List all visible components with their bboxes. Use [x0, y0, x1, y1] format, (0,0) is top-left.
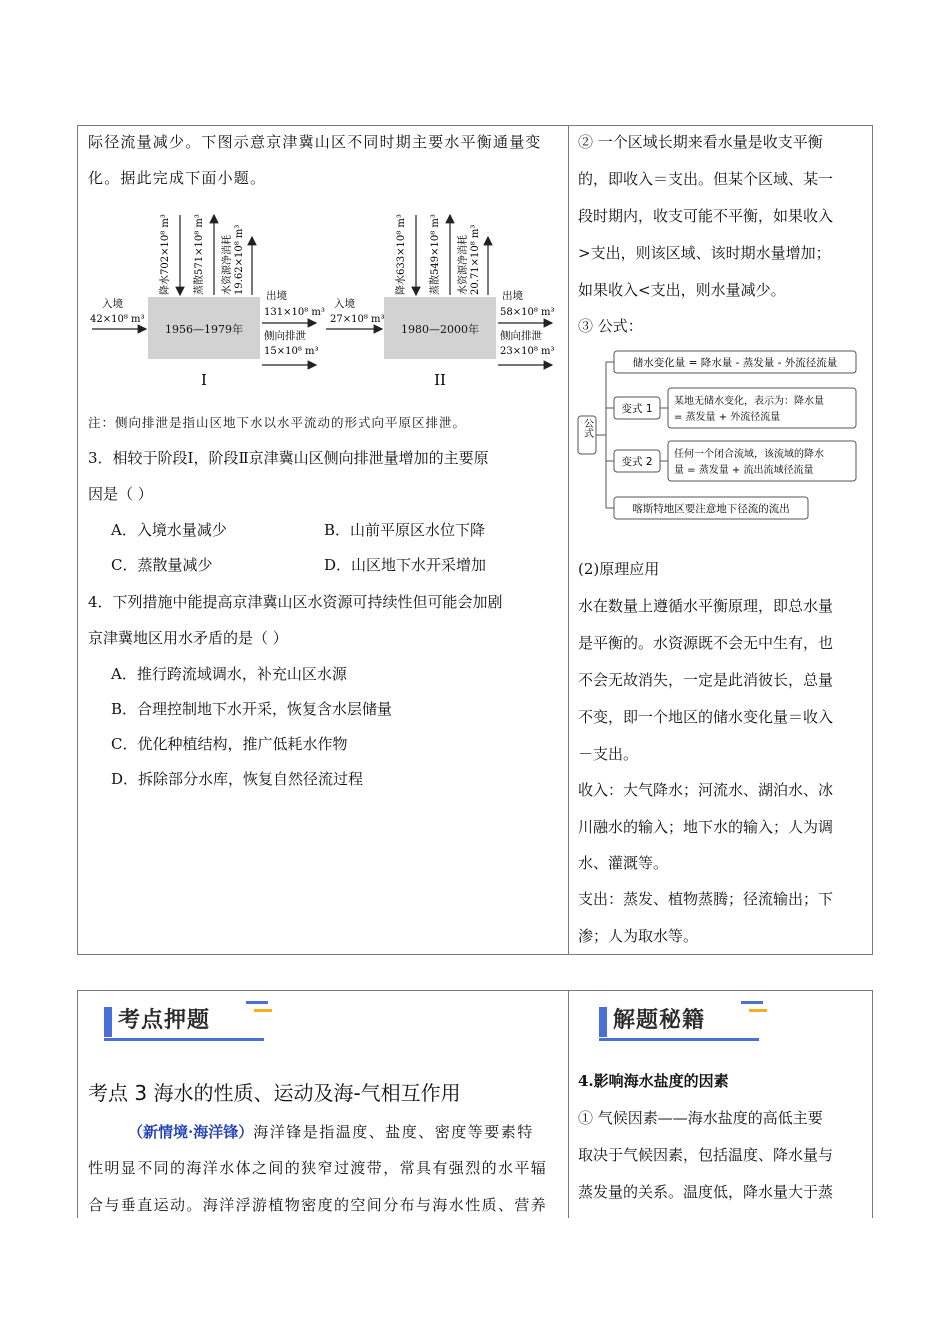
stage1-box-label: 1956—1979年 — [165, 323, 243, 336]
stage2-numeral: II — [434, 371, 446, 389]
principle-line-9: 支出：蒸发、植物蒸腾；径流输出；下 — [578, 890, 834, 908]
stage1-outflow-label: 出境 — [266, 290, 287, 302]
mijie-header-text: 解题秘籍 — [613, 1008, 706, 1033]
stage2-precip: 降水633×10⁸ m³ — [396, 214, 407, 295]
variant1-line-2: = 蒸发量 + 外流径流量 — [674, 412, 781, 423]
variant2-label: 变式 2 — [621, 456, 653, 468]
q3-line-2: 因是（ ） — [88, 485, 153, 503]
context-tag: （新情境·海洋锋） — [128, 1123, 254, 1141]
header-accent-yellow — [749, 1009, 767, 1012]
q3-option-d[interactable]: D．山区地下水开采增加 — [324, 556, 487, 574]
stage1-inflow-label: 入境 — [102, 298, 123, 310]
q3-line-1: 3．相较于阶段Ⅰ，阶段Ⅱ京津冀山区侧向排泄量增加的主要原 — [88, 449, 489, 467]
header-accent-blue — [741, 1001, 763, 1004]
section-title: 考点 3 海水的性质、运动及海-气相互作用 — [88, 1081, 461, 1105]
stage2-inflow-label: 入境 — [334, 298, 355, 310]
header-accent-blue — [246, 1001, 268, 1004]
header-bar — [599, 1007, 607, 1037]
context-line-1: 海洋锋是指温度、盐度、密度等要素特 — [253, 1123, 534, 1141]
top-left-cell — [78, 126, 569, 954]
stage1-lateral-label: 侧向排泄 — [264, 330, 306, 342]
header-bar — [104, 1007, 112, 1037]
formula-root: 公式 — [581, 418, 593, 438]
kaodian-header-text: 考点押题 — [118, 1008, 211, 1033]
salinity-title: 4.影响海水盐度的因素 — [578, 1072, 729, 1090]
stage2-inflow-value: 27×10⁸ m³ — [330, 314, 385, 325]
salinity-line-3: 蒸发量的关系。温度低，降水量大于蒸 — [578, 1183, 834, 1201]
bottom-table — [77, 990, 873, 1218]
stage2-consume-2: 20.71×10⁸ m³ — [470, 224, 481, 295]
stage2-outflow-value: 58×10⁸ m³ — [500, 307, 555, 318]
q4-line-1: 4．下列措施中能提高京津冀山区水资源可持续性但可能会加剧 — [88, 593, 503, 611]
diagram-note: 注：侧向排泄是指山区地下水以水平流动的形式向平原区排泄。 — [88, 415, 467, 430]
stage1-consume-1: 水资源净消耗 — [222, 235, 233, 295]
stage2-lateral-value: 23×10⁸ m³ — [500, 346, 555, 357]
context-line-2: 性明显不同的海洋水体之间的狭窄过渡带，常具有强烈的水平辐 — [88, 1159, 548, 1177]
right-line-6: ③ 公式： — [578, 317, 643, 335]
top-table — [77, 125, 873, 955]
right-line-2: 的，即收入＝支出。但某个区域、某一 — [578, 170, 834, 188]
stage2-outflow-label: 出境 — [502, 290, 523, 302]
mijie-header — [599, 1001, 769, 1041]
stage1-outflow-value: 131×10⁸ m³ — [264, 307, 325, 318]
principle-line-2: 是平衡的。水资源既不会无中生有，也 — [578, 634, 834, 652]
water-balance-diagram — [88, 211, 558, 391]
intro-line-1: 际径流量减少。下图示意京津冀山区不同时期主要水平衡通量变 — [88, 133, 542, 151]
kaodian-header — [104, 1001, 274, 1041]
q4-option-b[interactable]: B．合理控制地下水开采，恢复含水层储量 — [111, 700, 393, 718]
q3-option-b[interactable]: B．山前平原区水位下降 — [324, 521, 486, 539]
stage2-group — [326, 214, 555, 389]
stage1-precip: 降水702×10⁸ m³ — [160, 214, 171, 295]
salinity-line-2: 取决于气候因素，包括温度、降水量与 — [578, 1146, 834, 1164]
variant1-line-1: 某地无储水变化，表示为：降水量 — [674, 396, 824, 407]
q3-option-a[interactable]: A．入境水量减少 — [111, 521, 227, 539]
q4-option-c[interactable]: C．优化种植结构，推广低耗水作物 — [111, 735, 348, 753]
header-accent-yellow — [254, 1009, 272, 1012]
principle-line-4: 不变，即一个地区的储水变化量＝收入 — [578, 708, 834, 726]
header-underline — [599, 1038, 759, 1041]
section-2-title: (2)原理应用 — [578, 560, 660, 578]
stage2-lateral-label: 侧向排泄 — [500, 330, 542, 342]
variant2-line-2: 量 = 蒸发量 + 流出流域径流量 — [674, 465, 814, 476]
bottom-left-cell — [78, 991, 569, 1218]
intro-line-2: 化。据此完成下面小题。 — [88, 169, 267, 187]
principle-line-10: 渗；人为取水等。 — [578, 927, 699, 945]
q4-option-d[interactable]: D．拆除部分水库，恢复自然径流过程 — [111, 770, 364, 788]
stage2-evap: 蒸散549×10⁸ m³ — [430, 214, 441, 295]
right-line-4: >支出，则该区域、该时期水量增加； — [578, 244, 831, 262]
stage1-group — [90, 214, 325, 389]
stage2-consume-1: 水资源净消耗 — [458, 235, 469, 295]
q4-line-2: 京津冀地区用水矛盾的是（ ） — [88, 629, 288, 647]
right-line-5: 如果收入<支出，则水量减少。 — [578, 281, 786, 299]
stage1-evap: 蒸散571×10⁸ m³ — [194, 214, 205, 295]
salinity-line-1: ① 气候因素——海水盐度的高低主要 — [578, 1109, 823, 1127]
stage2-box-label: 1980—2000年 — [401, 323, 479, 336]
stage1-numeral: I — [201, 371, 207, 389]
principle-line-8: 水、灌溉等。 — [578, 854, 669, 872]
principle-line-7: 川融水的输入；地下水的输入；人为调 — [578, 818, 834, 836]
principle-line-1: 水在数量上遵循水平衡原理，即总水量 — [578, 597, 834, 615]
context-line-3: 合与垂直运动。海洋浮游植物密度的空间分布与海水性质、营养 — [88, 1196, 548, 1214]
karst-note: 喀斯特地区要注意地下径流的流出 — [632, 503, 790, 515]
formula-diagram — [576, 348, 866, 526]
top-right-cell — [569, 126, 872, 954]
right-line-1: ② 一个区域长期来看水量是收支平衡 — [578, 133, 823, 151]
principle-line-5: －支出。 — [578, 745, 639, 763]
variant2-line-1: 任何一个闭合流域，该流域的降水 — [674, 449, 824, 460]
right-line-3: 段时期内，收支可能不平衡，如果收入 — [578, 207, 834, 225]
formula-main: 储水变化量 = 降水量 - 蒸发量 - 外流径流量 — [632, 357, 838, 369]
variant1-label: 变式 1 — [621, 403, 653, 415]
stage1-lateral-value: 15×10⁸ m³ — [264, 346, 319, 357]
bottom-right-cell — [569, 991, 872, 1218]
q3-option-c[interactable]: C．蒸散量减少 — [111, 556, 213, 574]
context-first-line — [128, 1122, 534, 1142]
header-underline — [104, 1038, 264, 1041]
stage1-inflow-value: 42×10⁸ m³ — [90, 314, 145, 325]
stage1-consume-2: 19.62×10⁸ m³ — [234, 224, 245, 295]
principle-line-3: 不会无故消失，一定是此消彼长，总量 — [578, 671, 834, 689]
q4-option-a[interactable]: A．推行跨流域调水，补充山区水源 — [111, 665, 347, 683]
principle-line-6: 收入：大气降水；河流水、湖泊水、冰 — [578, 781, 834, 799]
